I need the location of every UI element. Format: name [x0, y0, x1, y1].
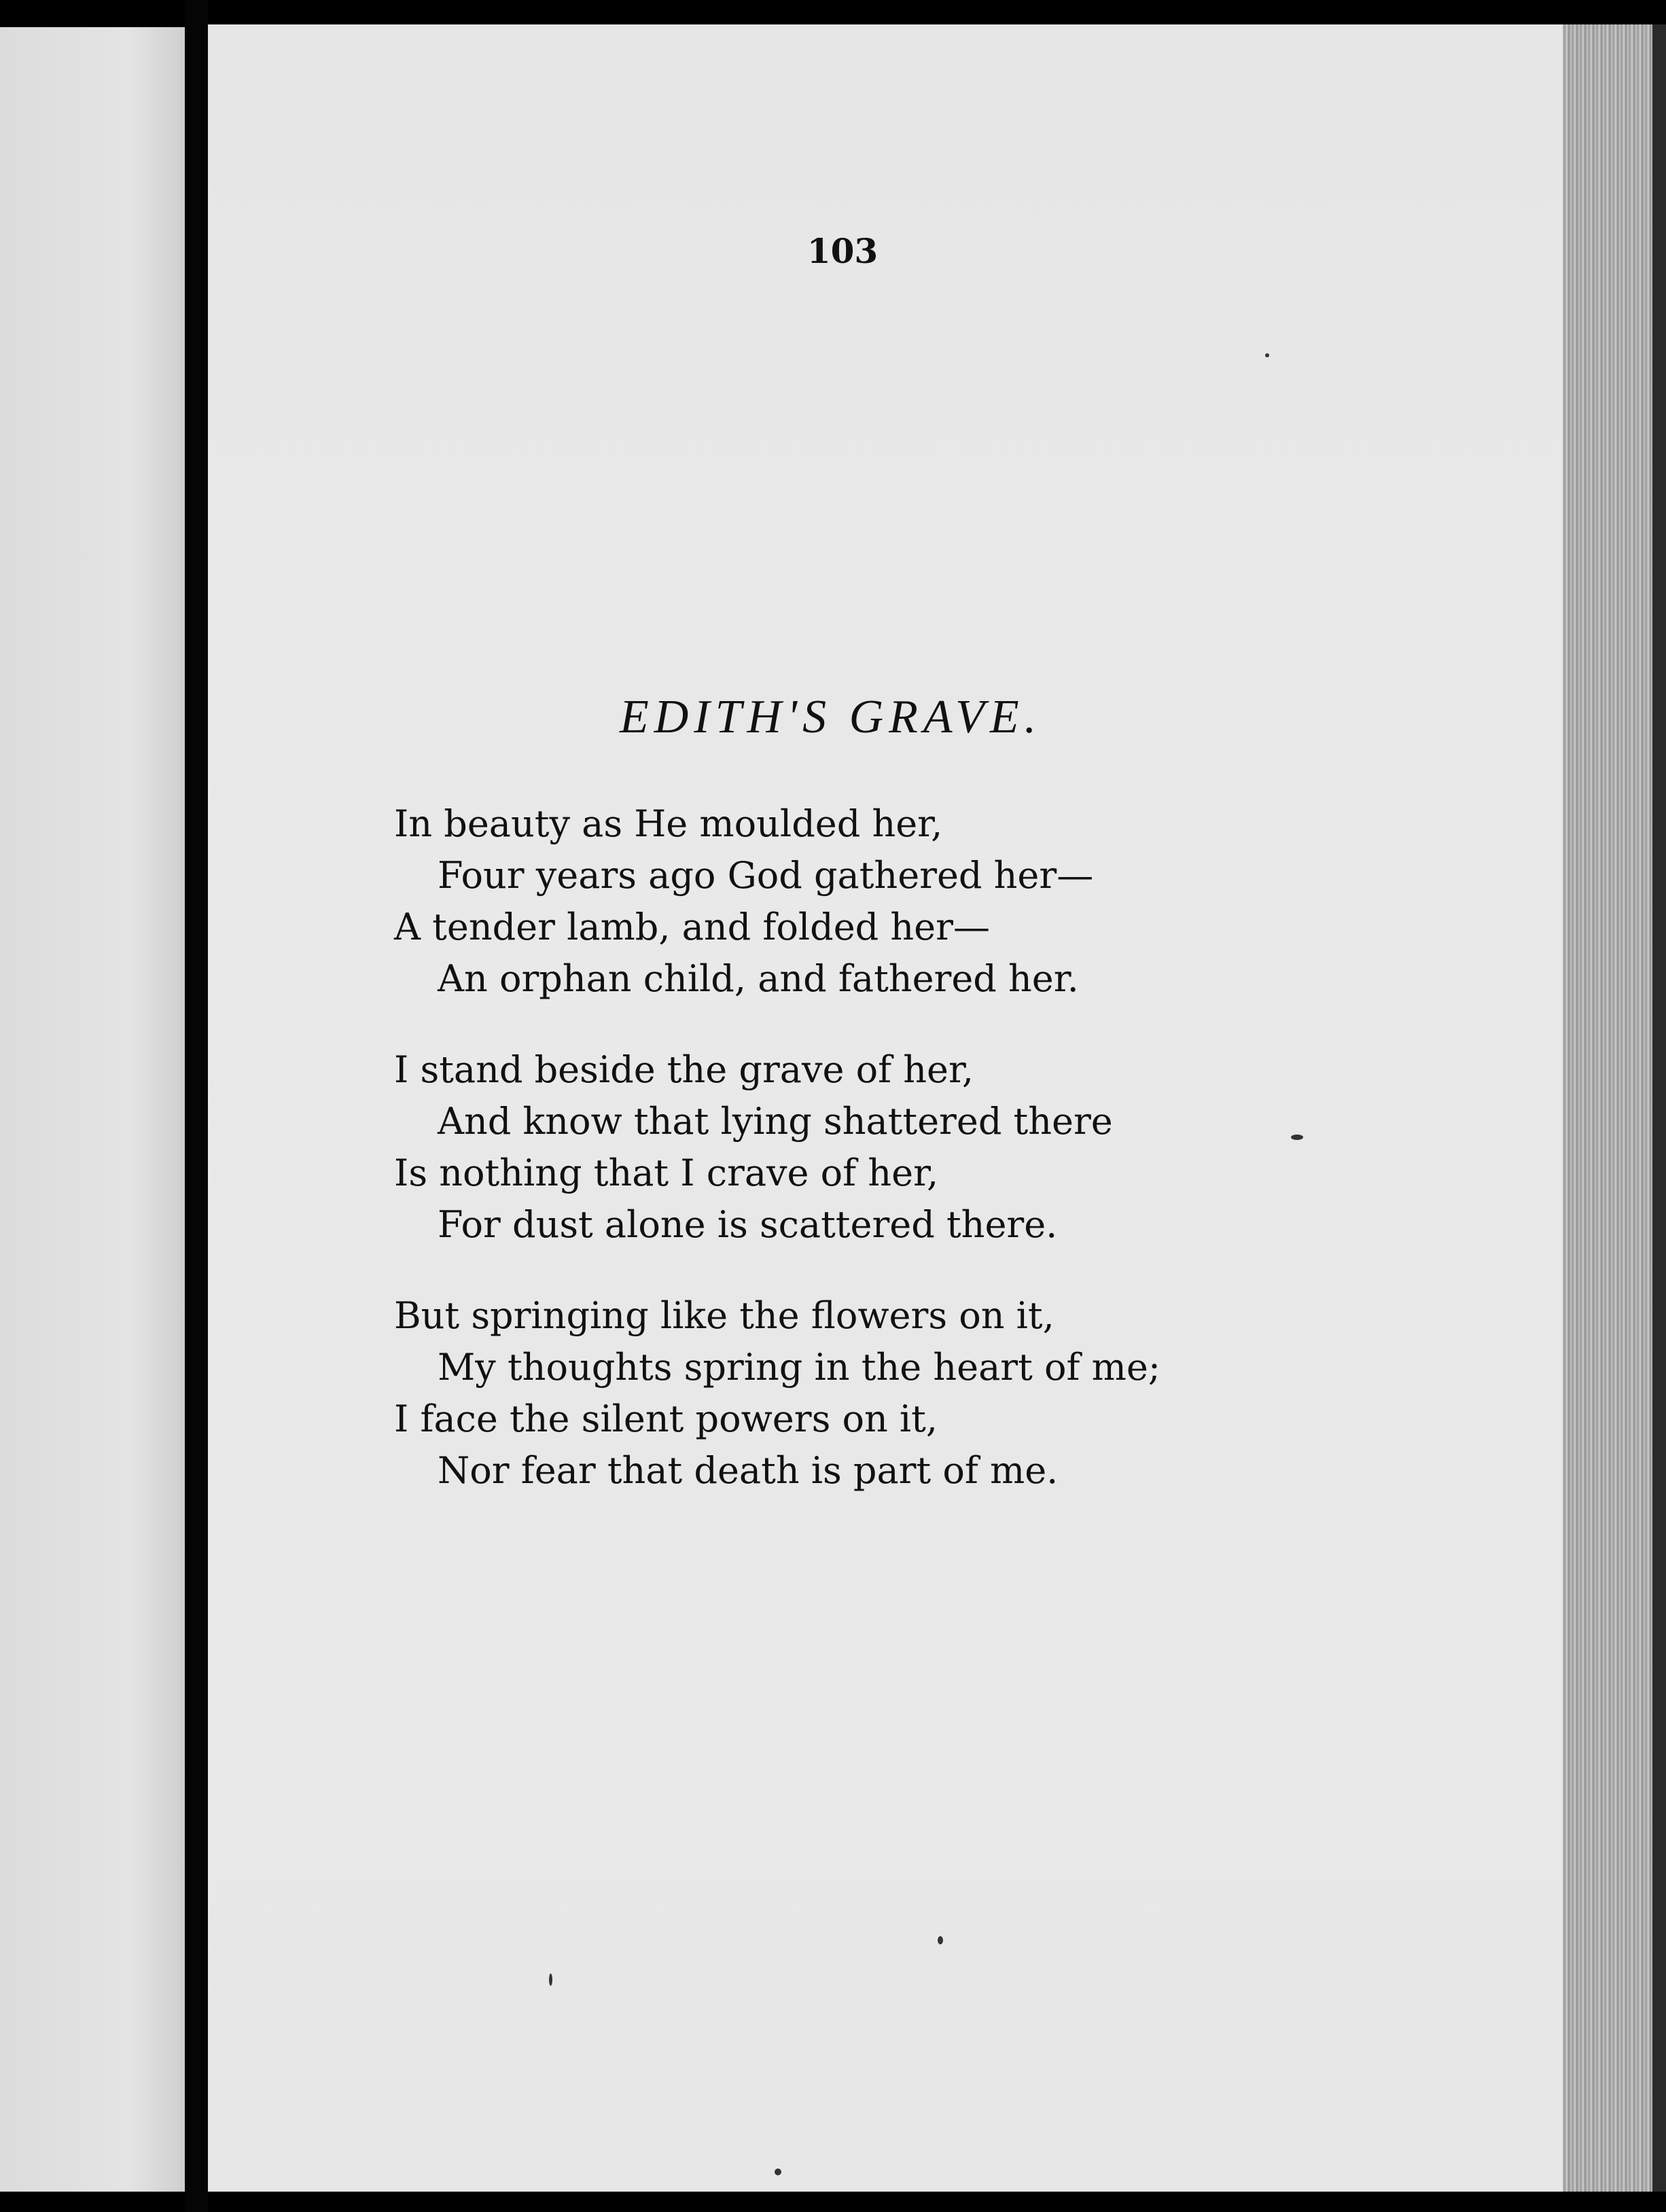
poem-line: A tender lamb, and folded her— — [394, 906, 990, 948]
poem-title: EDITH'S GRAVE. — [620, 691, 1042, 743]
stanza — [394, 1290, 1277, 1497]
ink-speck — [549, 1974, 552, 1986]
book-gutter — [185, 0, 208, 2212]
stanza — [394, 1044, 1277, 1251]
poem-line: Is nothing that I crave of her, — [394, 1152, 939, 1194]
poem-line: I stand beside the grave of her, — [394, 1048, 974, 1091]
poem-line: But springing like the flowers on it, — [394, 1294, 1054, 1337]
stanza — [394, 798, 1277, 1005]
poem-line: An orphan child, and fathered her. — [438, 957, 1079, 1000]
ink-speck — [1291, 1135, 1303, 1140]
poem-line: My thoughts spring in the heart of me; — [438, 1346, 1160, 1389]
page-number: 103 — [807, 231, 879, 271]
ink-speck — [1265, 353, 1269, 357]
left-page-edge — [0, 27, 185, 2192]
ink-speck — [938, 1936, 943, 1944]
poem-line: I face the silent powers on it, — [394, 1397, 938, 1440]
poem-line: And know that lying shattered there — [438, 1100, 1113, 1143]
poem-line: Four years ago God gathered her— — [438, 854, 1094, 897]
poem-line: In beauty as He moulded her, — [394, 802, 943, 845]
poem-line: For dust alone is scattered there. — [438, 1203, 1058, 1246]
poem-line: Nor fear that death is part of me. — [438, 1449, 1059, 1492]
poem-body — [394, 798, 1277, 1536]
page-edges — [1563, 24, 1666, 2192]
ink-speck — [775, 2169, 781, 2175]
